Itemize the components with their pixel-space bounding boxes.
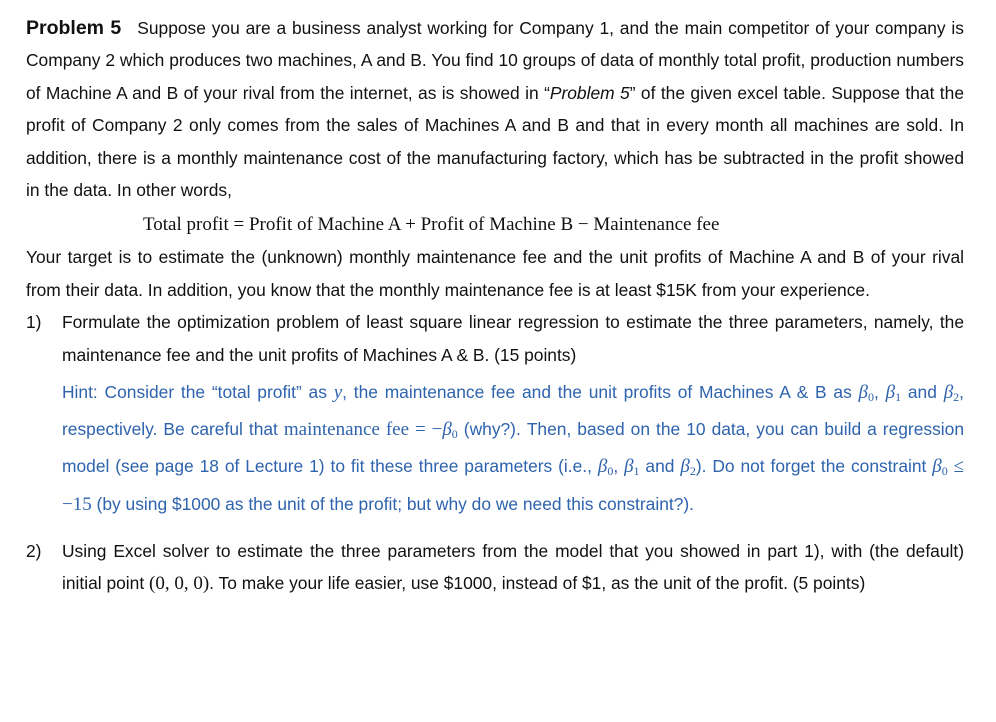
math-beta0-d: $\beta_0$ bbox=[932, 456, 948, 479]
problem-intro bbox=[26, 12, 964, 206]
question-number-1: 1) bbox=[26, 312, 42, 333]
intro-text-2: ” of the given excel table. Suppose that the profit of Company 2 only comes from the sales of Machines A and B and that in every month all machines are sold. In addition, there is a monthly maintenance cost of the manufacturing factory, which has be subtracted in the profit showed in the data. In other words, bbox=[26, 82, 964, 201]
math-beta2-b: $\beta_2$ bbox=[680, 456, 696, 479]
math-beta1: $\beta_1$ bbox=[885, 382, 902, 405]
question-number-2: 2) bbox=[26, 540, 42, 561]
problem-document bbox=[26, 12, 964, 601]
hint-text-4: (why?). Then, based on the 10 data, you can build a regression model (see page 18 of Lecture 1) to fit these three parameters (i.e., bbox=[62, 419, 964, 477]
math-fee-equation: maintenance fee = − bbox=[283, 419, 443, 441]
math-y: y bbox=[333, 382, 343, 404]
hint-text-1: Hint: Consider the “total profit” as bbox=[62, 382, 334, 403]
math-beta2: $\beta_2$ bbox=[943, 382, 960, 405]
math-beta0-b: $\beta_0$ bbox=[442, 419, 458, 442]
question-text-1: Formulate the optimization problem of least square linear regression to estimate the three parameters, namely, the maintenance fee and the unit profits of Machines A & B. (15 points) bbox=[62, 312, 964, 365]
target-paragraph: Your target is to estimate the (unknown) monthly maintenance fee and the unit profits of Machine A and B of your rival from their data. In addition, you know that the monthly maintenance fee is at least $15K from your experience. bbox=[26, 247, 964, 300]
problem-title: Problem 5 bbox=[26, 17, 122, 39]
initial-point: (0, 0, 0) bbox=[149, 573, 210, 595]
question-text-2: Using Excel solver to estimate the three parameters from the model that you showed in part 1), with (the default) initial point (0, 0, 0). To make your life easier, use $1000, instead of $1, as the unit of the profit. (5 points) bbox=[62, 540, 964, 595]
hint-text-6: (by using $1000 as the unit of the profit; but why do we need this constraint?). bbox=[91, 493, 694, 514]
hint-text-3: , respectively. Be careful that bbox=[62, 382, 964, 440]
intro-sheet-name: Problem 5 bbox=[549, 82, 630, 103]
math-beta0-c: $\beta_0$ bbox=[597, 456, 614, 479]
math-beta0: $\beta_0$ bbox=[858, 382, 875, 405]
hint-text-5: ). Do not forget the constraint bbox=[695, 456, 933, 477]
hint-text-2: , the maintenance fee and the unit profits of Machines A & B as bbox=[342, 382, 859, 403]
question-item-2 bbox=[26, 535, 964, 601]
profit-equation: Total profit = Profit of Machine A + Profit of Machine B − Maintenance fee bbox=[143, 214, 720, 236]
math-beta1-b: $\beta_1$ bbox=[624, 456, 640, 479]
question-item-1 bbox=[26, 306, 964, 371]
intro-text-1: Suppose you are a business analyst working for Company 1, and the main competitor of your company is Company 2 which produces two machines, A and B. You find 10 groups of data of monthly total profit, production numbers of Machine A and B of your rival from the internet, as is showed in “ bbox=[26, 18, 964, 103]
math-constraint: ≤ −15 bbox=[62, 456, 964, 515]
hint-paragraph: Hint: Consider the “total profit” as y, the maintenance fee and the unit profits of Machines A & B as $\beta_0$, $\beta_1$ and $\beta_2$, respectively. Be careful that maintenance fee = $-\beta_0$ (why?). Then, based on the 10 data, you can build a regression model (see page 18 of Lecture 1) to fit these three parameters (i.e., $\beta_0$, $\beta_1$ and $\beta_2$). Do not forget the constraint $\beta_0 \le -15$ (by using $1000 as the unit of the profit; but why do we need this constraint?). bbox=[62, 382, 964, 515]
